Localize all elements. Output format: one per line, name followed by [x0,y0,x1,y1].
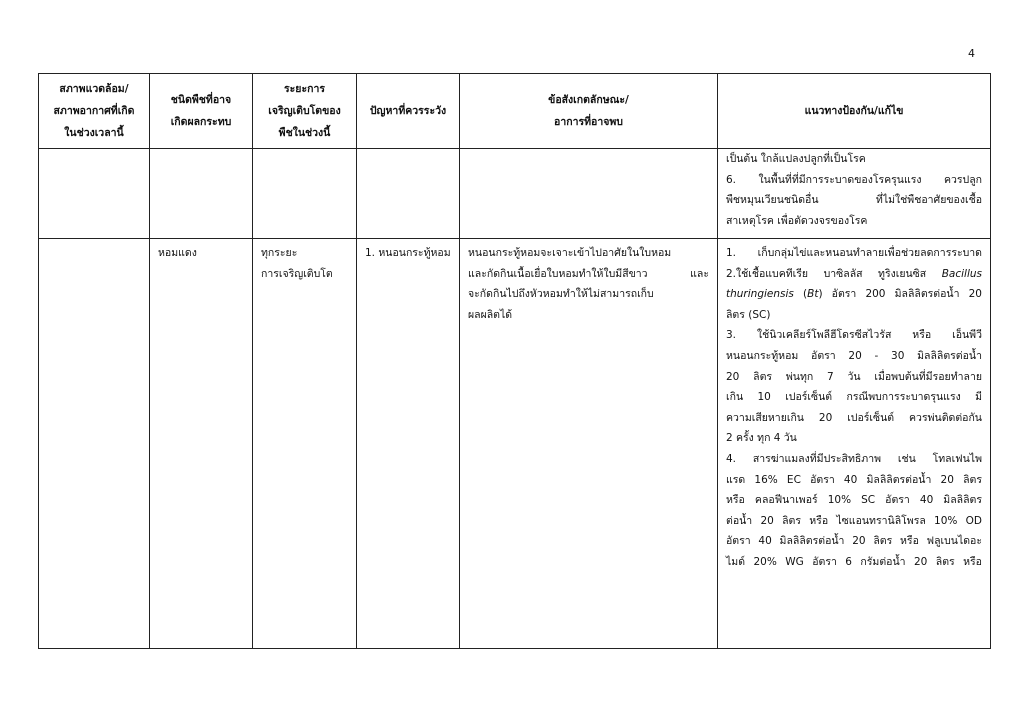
page-number: 4 [968,47,975,60]
row2-stage: ทุกระยะ การเจริญเติบโต [253,239,357,649]
row1-stage [253,149,357,239]
row1-problem [357,149,460,239]
header-symptoms: ข้อสังเกตลักษณะ/ อาการที่อาจพบ [460,74,718,149]
guidance-bt-line: 2.ใช้เชื้อแบคทีเรีย บาซิลลัส ทูริงเยนซิส Bacillus [726,267,982,280]
row1-symptoms [460,149,718,239]
table-header-row [39,74,991,149]
table-row [39,149,991,239]
header-problem: ปัญหาที่ควรระวัง [357,74,460,149]
row2-guidance: 1. เก็บกลุ่มไข่และหนอนทำลายเพื่อช่วยลดการระบาด 2.ใช้เชื้อแบคทีเรีย บาซิลลัส ทูริงเยนซิส Bacillus thuringiensis (Bt) อัตรา 200 มิลลิลิตรต่อน้ำ 20 ลิตร (SC) 3. ใช้นิวเคลียร์โพลีฮีโดรซีสไวรัส หรือ เอ็นพีวี หนอนกระทู้หอม อัตรา 20 - 30 มิลลิลิตรต่อน้ำ 20 ลิตร พ่นทุก 7 วัน เมื่อพบต้นที่มีรอยทำลาย เกิน 10 เปอร์เซ็นต์ กรณีพบการระบาดรุนแรง มี ความเสียหายเกิน 20 เปอร์เซ็นต์ ควรพ่นติดต่อกัน 2 ครั้ง ทุก 4 วัน 4. สารฆ่าแมลงที่มีประสิทธิภาพ เช่น โทลเฟนไพ แรด 16% EC อัตรา 40 มิลลิลิตรต่อน้ำ 20 ลิตร หรือ คลอฟีนาเพอร์ 10% SC อัตรา 40 มิลลิลิตร ต่อน้ำ 20 ลิตร หรือ ไซแอนทรานิลิโพรล 10% OD อัตรา 40 มิลลิลิตรต่อน้ำ 20 ลิตร หรือ ฟลูเบนไดอะ ไมด์ 20% WG อัตรา 6 กรัมต่อน้ำ 20 ลิตร หรือ [718,239,991,649]
table-row [39,239,991,649]
row2-problem: 1. หนอนกระทู้หอม [357,239,460,649]
pest-guidance-table [38,73,991,649]
guidance-bt-rate-line: thuringiensis (Bt) อัตรา 200 มิลลิลิตรต่อน้ำ 20 [726,288,982,301]
row2-environment [39,239,150,649]
row2-symptoms: หนอนกระทู้หอมจะเจาะเข้าไปอาศัยในใบหอม และกัดกินเนื้อเยื่อใบหอมทำให้ใบมีสีขาว และ จะกัดกินไปถึงหัวหอมทำให้ไม่สามารถเก็บ ผลผลิตได้ [460,239,718,649]
row1-crop [150,149,253,239]
row1-guidance: เป็นต้น ใกล้แปลงปลูกที่เป็นโรค 6. ในพื้นที่ที่มีการระบาดของโรครุนแรง ควรปลูก พืชหมุนเวียนชนิดอื่น ที่ไม่ใช่พืชอาศัยของเชื้อ สาเหตุโรค เพื่อตัดวงจรของโรค [718,149,991,239]
header-growth-stage: ระยะการ เจริญเติบโตของ พืชในช่วงนี้ [253,74,357,149]
row2-crop: หอมแดง [150,239,253,649]
header-environment: สภาพแวดล้อม/ สภาพอากาศที่เกิด ในช่วงเวลานี้ [39,74,150,149]
header-crop: ชนิดพืชที่อาจ เกิดผลกระทบ [150,74,253,149]
header-guidance: แนวทางป้องกัน/แก้ไข [718,74,991,149]
row1-environment [39,149,150,239]
